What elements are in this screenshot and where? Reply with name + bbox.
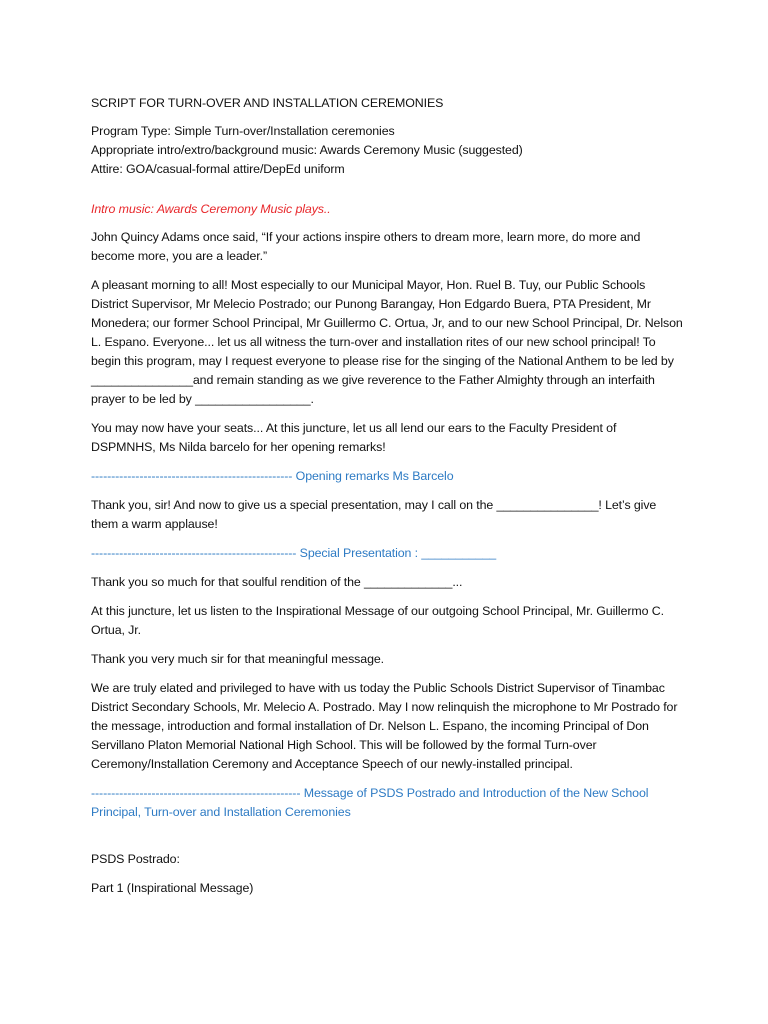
separator-dashes: ---------------------------------------------------- (91, 786, 301, 800)
greeting-paragraph: A pleasant morning to all! Most especially to our Municipal Mayor, Hon. Ruel B. Tuy, our Public Schools District Supervisor, Mr Melecio Postrado; our Punong Barangay, Hon Edgardo Buera, PTA President, Mr Monedera; our former School Principal, Mr Guillermo C. Ortua, Jr, and to our new School Principal, Dr. Nelson L. Espano. Everyone... let us all witness the turn-over and installation rites of our new school principal! To begin this program, may I request everyone to please rise for the singing of the National Anthem to be led by _______________and remain standing as we give reverence to the Father Almighty through an interfaith prayer to be led by _________________. (91, 278, 683, 406)
document-title: SCRIPT FOR TURN-OVER AND INSTALLATION CEREMONIES (91, 96, 444, 110)
quote-paragraph: John Quincy Adams once said, “If your actions inspire others to dream more, learn more, do more and become more, you are a leader.” (91, 230, 641, 263)
program-type: Program Type: Simple Turn-over/Installation ceremonies (91, 124, 395, 138)
separator-special-presentation (91, 544, 683, 563)
separator-dashes: -------------------------------------------------- (91, 469, 293, 483)
psds-label: PSDS Postrado: (91, 852, 180, 866)
program-meta (91, 122, 683, 179)
separator-label: Opening remarks Ms Barcelo (292, 469, 454, 483)
intro-music-line (91, 200, 683, 219)
elated-paragraph: We are truly elated and privileged to have with us today the Public Schools District Supervisor of Tinambac District Secondary Schools, Mr. Melecio A. Postrado. May I now relinquish the microphone to Mr Postrado for the message, introduction and formal installation of Dr. Nelson L. Espano, the incoming Principal of Don Servillano Platon Memorial National High School. This will be followed by the formal Turn-over Ceremony/Installation Ceremony and Acceptance Speech of our newly-installed principal. (91, 681, 678, 771)
separator-opening-remarks (91, 467, 683, 486)
program-music: Appropriate intro/extro/background music: Awards Ceremony Music (suggested) (91, 143, 523, 157)
thank-sir-paragraph: Thank you, sir! And now to give us a special presentation, may I call on the _______________! Let’s give them a warm applause! (91, 498, 657, 531)
separator-label: Special Presentation : ___________ (296, 546, 497, 560)
program-attire: Attire: GOA/casual-formal attire/DepEd uniform (91, 162, 345, 176)
intro-music-text: Awards Ceremony Music plays.. (153, 202, 331, 216)
intro-music-label: Intro music: (91, 202, 154, 216)
part1-label: Part 1 (Inspirational Message) (91, 881, 254, 895)
thank-meaningful-paragraph: Thank you very much sir for that meaningful message. (91, 652, 384, 666)
separator-dashes: --------------------------------------------------- (91, 546, 297, 560)
document-page (91, 94, 683, 908)
separator-message (91, 784, 683, 822)
inspirational-paragraph: At this juncture, let us listen to the Inspirational Message of our outgoing School Principal, Mr. Guillermo C. Ortua, Jr. (91, 604, 664, 637)
seats-paragraph: You may now have your seats... At this juncture, let us all lend our ears to the Faculty President of DSPMNHS, Ms Nilda barcelo for her opening remarks! (91, 421, 617, 454)
blank-line (91, 832, 683, 850)
thank-soulful-paragraph: Thank you so much for that soulful rendition of the _____________... (91, 575, 463, 589)
separator-label: Message of PSDS Postrado and Introduction of the New School Principal, Turn-over and Installation Ceremonies (91, 786, 649, 819)
